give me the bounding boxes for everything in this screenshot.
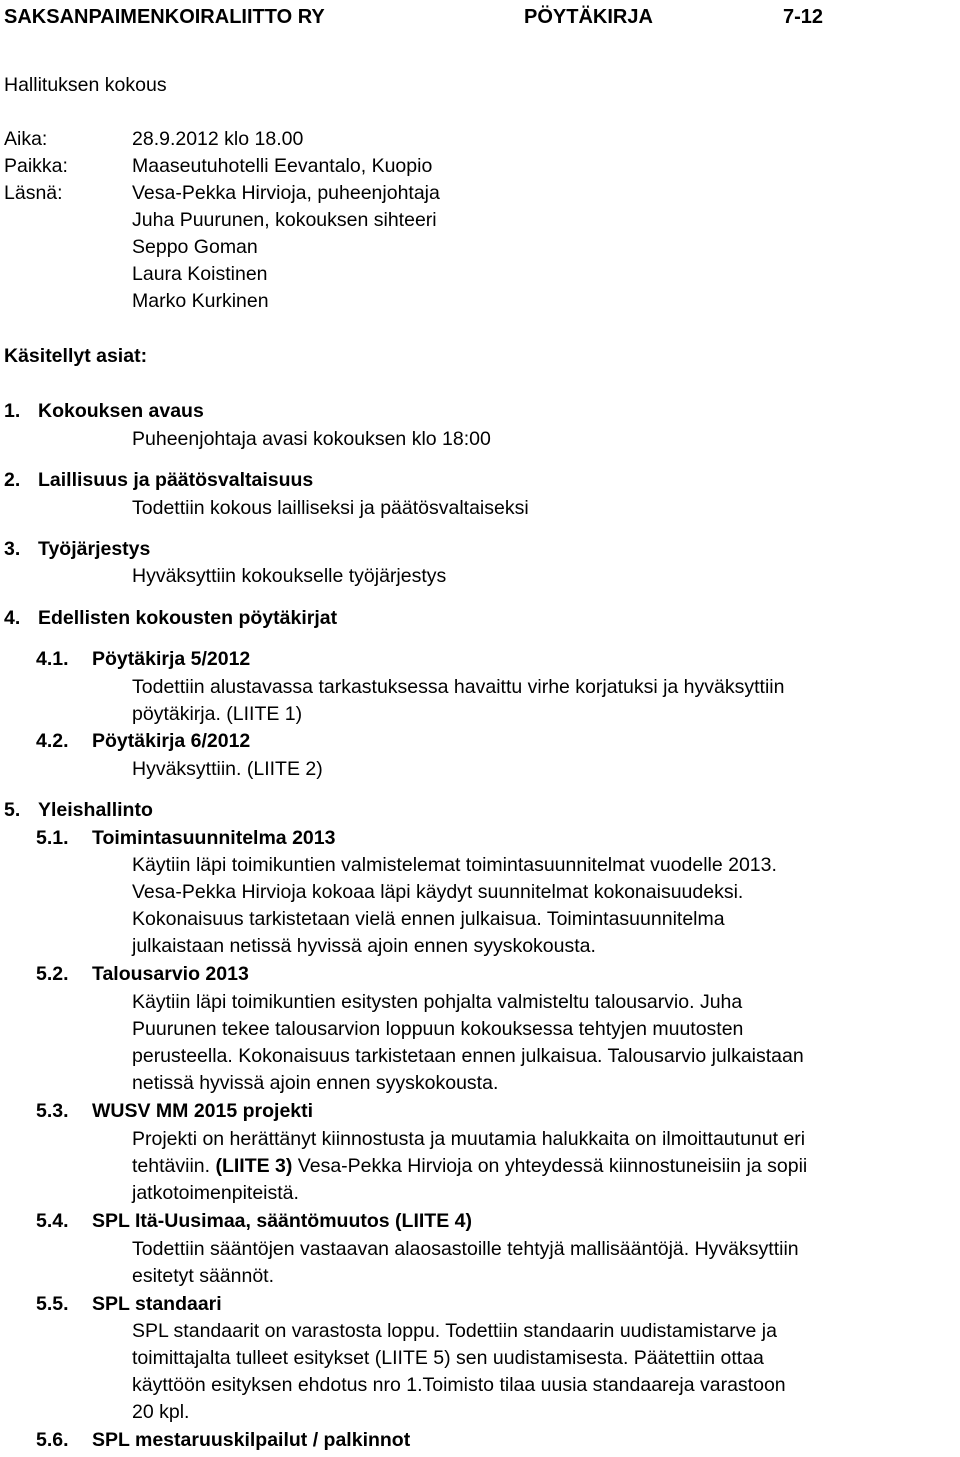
place-value: Maaseutuhotelli Eevantalo, Kuopio (132, 155, 433, 177)
item-title: Edellisten kokousten pöytäkirjat (38, 607, 338, 629)
subitem-title: SPL Itä-Uusimaa, sääntömuutos (LIITE 4) (92, 1210, 472, 1232)
subitem-title: SPL mestaruuskilpailut / palkinnot (92, 1429, 411, 1451)
subitem-line: Todettiin sääntöjen vastaavan alaosastoille tehtyjä mallisääntöjä. Hyväksyttiin (132, 1238, 799, 1260)
present-person: Vesa-Pekka Hirvioja, puheenjohtaja (132, 182, 440, 204)
subitem-title: Pöytäkirja 6/2012 (92, 730, 251, 752)
subitem-title: Toimintasuunnitelma 2013 (92, 827, 336, 849)
item-text: Todettiin kokous lailliseksi ja päätösvaltaiseksi (132, 497, 529, 519)
subitem-line: Puurunen tekee talousarvion loppuun kokouksessa tehtyjen muutosten (132, 1018, 744, 1040)
subitem-number: 5.6. (36, 1429, 69, 1451)
subitem-line: Projekti on herättänyt kiinnostusta ja muutamia halukkaita on ilmoittautunut eri (132, 1128, 806, 1150)
time-value: 28.9.2012 klo 18.00 (132, 128, 304, 150)
item-title: Laillisuus ja päätösvaltaisuus (38, 469, 314, 491)
subitem-number: 5.5. (36, 1293, 69, 1315)
subitem-title: WUSV MM 2015 projekti (92, 1100, 314, 1122)
topics-heading: Käsitellyt asiat: (4, 345, 148, 367)
item-text: Hyväksyttiin kokoukselle työjärjestys (132, 565, 447, 587)
subitem-line: toimittajalta tulleet esitykset (LIITE 5) sen uudistamisesta. Päätettiin ottaa (132, 1347, 764, 1369)
subitem-number: 5.4. (36, 1210, 69, 1232)
attachment-ref: (LIITE 3) (215, 1155, 293, 1177)
subitem-number: 5.2. (36, 963, 69, 985)
subitem-line-part: Vesa-Pekka Hirvioja on yhteydessä kiinnostuneisiin ja sopii (292, 1155, 808, 1177)
subitem-line: esitetyt säännöt. (132, 1265, 275, 1287)
subitem-line: Todettiin alustavassa tarkastuksessa havaittu virhe korjatuksi ja hyväksyttiin (132, 676, 785, 698)
item-number: 1. (4, 400, 21, 422)
subitem-line: jatkotoimenpiteistä. (132, 1182, 299, 1204)
subitem-line (132, 1153, 807, 1180)
item-text: Puheenjohtaja avasi kokouksen klo 18:00 (132, 428, 491, 450)
subitem-line: Käytiin läpi toimikuntien esitysten pohjalta valmisteltu talousarvio. Juha (132, 991, 743, 1013)
subitem-number: 4.2. (36, 730, 69, 752)
subitem-line: pöytäkirja. (LIITE 1) (132, 703, 303, 725)
item-title: Työjärjestys (38, 538, 151, 560)
subitem-line-part: tehtäviin. (132, 1155, 216, 1177)
organization-name: SAKSANPAIMENKOIRALIITTO RY (4, 6, 325, 28)
item-number: 5. (4, 799, 21, 821)
subitem-line: netissä hyvissä ajoin ennen syyskokousta. (132, 1072, 499, 1094)
subitem-line: julkaistaan netissä hyvissä ajoin ennen syyskokousta. (132, 935, 596, 957)
present-person: Marko Kurkinen (132, 290, 269, 312)
subitem-line: Hyväksyttiin. (LIITE 2) (132, 758, 323, 780)
subitem-number: 4.1. (36, 648, 69, 670)
subitem-number: 5.1. (36, 827, 69, 849)
subitem-line: Käytiin läpi toimikuntien valmistelemat toimintasuunnitelmat vuodelle 2013. (132, 854, 777, 876)
subitem-line: käyttöön esityksen ehdotus nro 1.Toimisto tilaa uusia standaareja varastoon (132, 1374, 786, 1396)
item-number: 4. (4, 607, 21, 629)
place-label: Paikka: (4, 155, 68, 177)
present-person: Seppo Goman (132, 236, 258, 258)
item-number: 2. (4, 469, 21, 491)
subitem-line: Kokonaisuus tarkistetaan vielä ennen julkaisua. Toimintasuunnitelma (132, 908, 725, 930)
subitem-line: Vesa-Pekka Hirvioja kokoaa läpi käydyt suunnitelmat kokonaisuudeksi. (132, 881, 744, 903)
document-number: 7-12 (783, 6, 824, 28)
present-label: Läsnä: (4, 182, 63, 204)
meeting-title: Hallituksen kokous (4, 74, 167, 96)
subitem-line: perusteella. Kokonaisuus tarkistetaan ennen julkaisua. Talousarvio julkaistaan (132, 1045, 804, 1067)
present-person: Juha Puurunen, kokouksen sihteeri (132, 209, 437, 231)
subitem-title: SPL standaari (92, 1293, 222, 1315)
subitem-title: Talousarvio 2013 (92, 963, 249, 985)
subitem-line: 20 kpl. (132, 1401, 190, 1423)
subitem-title: Pöytäkirja 5/2012 (92, 648, 251, 670)
subitem-number: 5.3. (36, 1100, 69, 1122)
subitem-line: SPL standaarit on varastosta loppu. Todettiin standaarin uudistamistarve ja (132, 1320, 777, 1342)
item-number: 3. (4, 538, 21, 560)
present-person: Laura Koistinen (132, 263, 268, 285)
document-type: PÖYTÄKIRJA (524, 6, 653, 28)
item-title: Kokouksen avaus (38, 400, 204, 422)
time-label: Aika: (4, 128, 48, 150)
item-title: Yleishallinto (38, 799, 153, 821)
